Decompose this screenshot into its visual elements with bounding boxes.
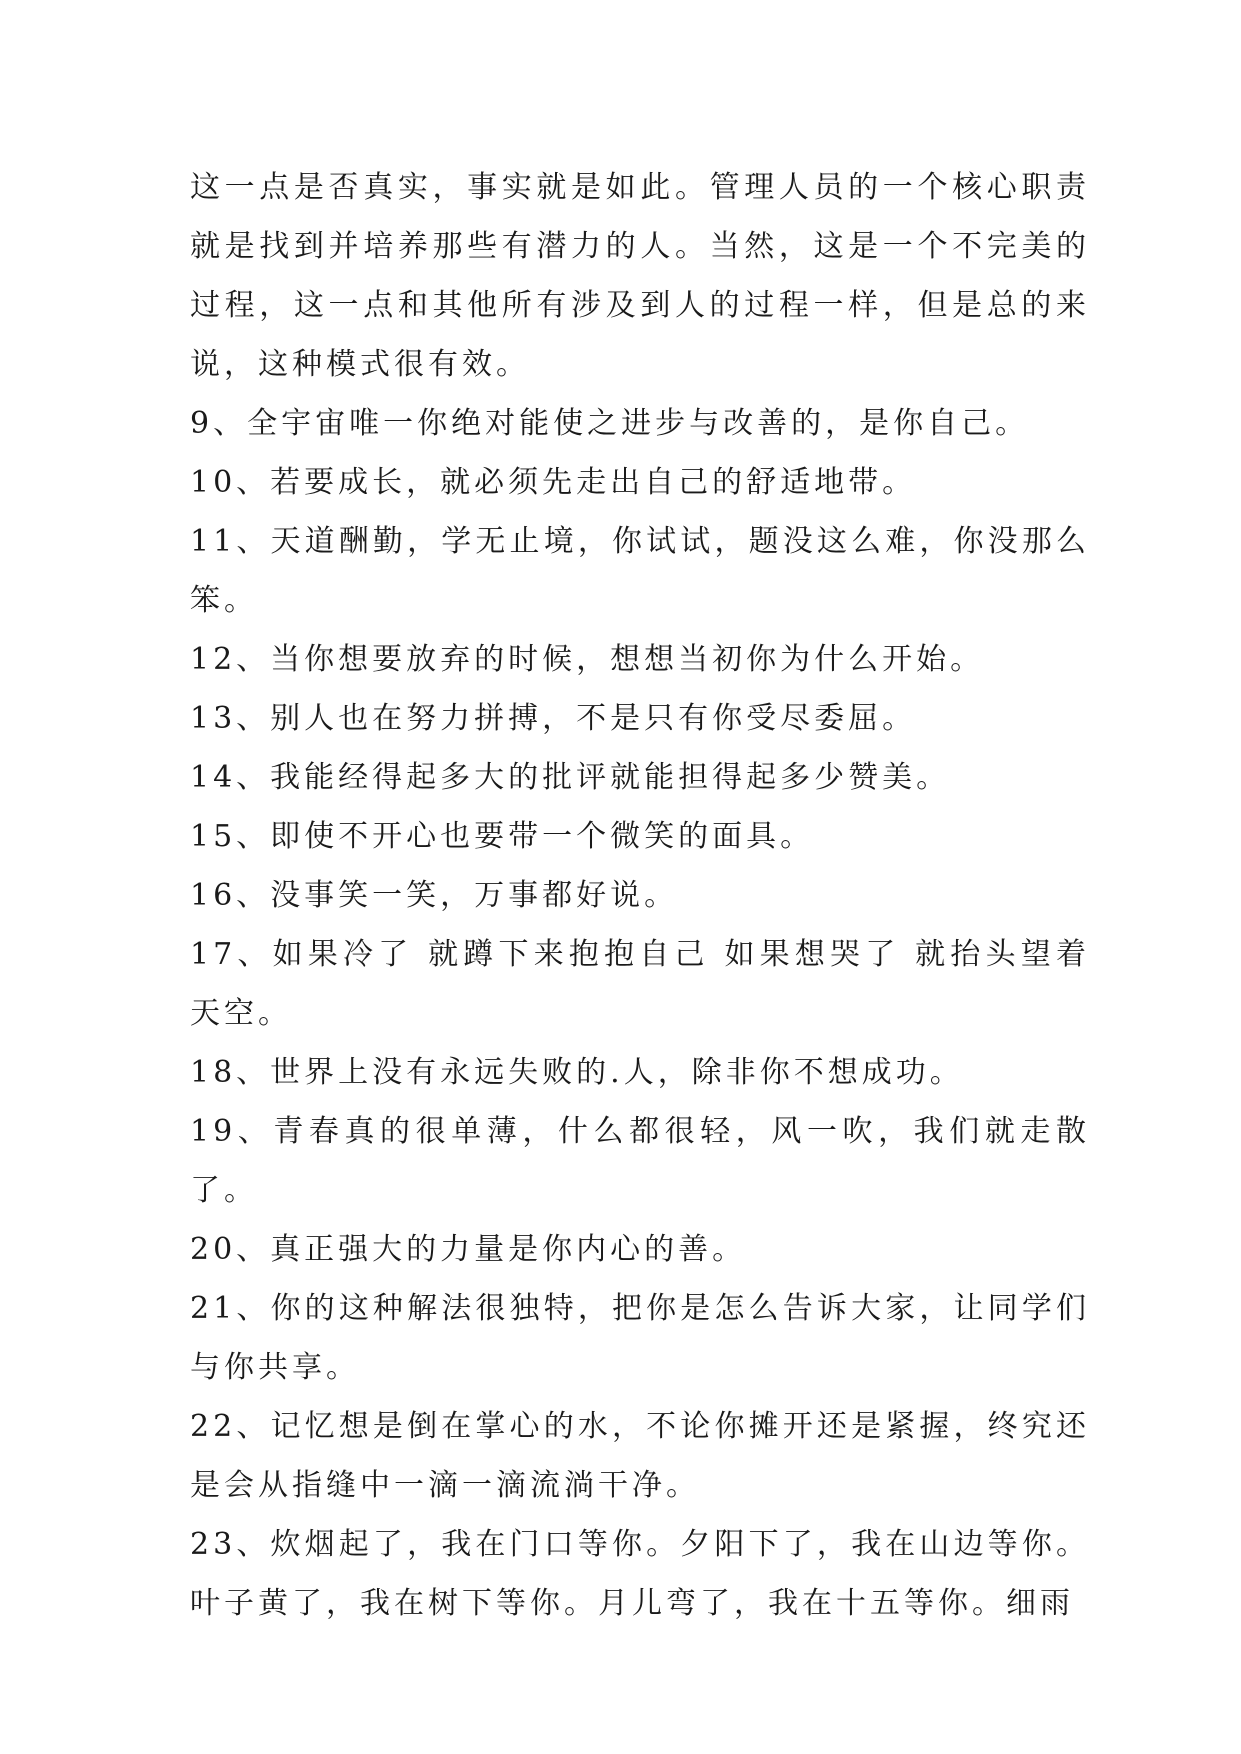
quote-item-16: 16、没事笑一笑，万事都好说。 [190,878,679,913]
quote-item-21: 21、你的这种解法很独特，把你是怎么告诉大家，让同学们与你共享。 [190,1291,1090,1385]
quote-item-10: 10、若要成长，就必须先走出自己的舒适地带。 [190,465,917,500]
quote-item-15: 15、即使不开心也要带一个微笑的面具。 [190,819,815,854]
quote-item-18: 18、世界上没有永远失败的.人，除非你不想成功。 [190,1055,964,1090]
quote-item-22: 22、记忆想是倒在掌心的水，不论你摊开还是紧握，终究还是会从指缝中一滴一滴流淌干净。 [190,1409,1090,1503]
quote-item-20: 20、真正强大的力量是你内心的善。 [190,1232,747,1267]
quote-item-11: 11、天道酬勤，学无止境，你试试，题没这么难，你没那么笨。 [190,524,1090,618]
quote-item-23: 23、炊烟起了，我在门口等你。夕阳下了，我在山边等你。叶子黄了，我在树下等你。月儿弯了，我在十五等你。细雨 [190,1527,1090,1621]
quote-item-12: 12、当你想要放弃的时候，想想当初你为什么开始。 [190,642,985,677]
quote-item-13: 13、别人也在努力拼搏，不是只有你受尽委屈。 [190,701,917,736]
quote-item-14: 14、我能经得起多大的批评就能担得起多少赞美。 [190,760,951,795]
quote-item-19: 19、青春真的很单薄，什么都很轻，风一吹，我们就走散了。 [190,1114,1090,1208]
quote-item-17: 17、如果冷了 就蹲下来抱抱自己 如果想哭了 就抬头望着天空。 [190,937,1090,1031]
quote-item-9: 9、全宇宙唯一你绝对能使之进步与改善的，是你自己。 [190,406,1030,441]
paragraph-intro: 这一点是否真实，事实就是如此。管理人员的一个核心职责就是找到并培养那些有潜力的人。当然，这是一个不完美的过程，这一点和其他所有涉及到人的过程一样，但是总的来说，这种模式很有效。 [190,170,1090,382]
document-body [190,158,1090,1633]
